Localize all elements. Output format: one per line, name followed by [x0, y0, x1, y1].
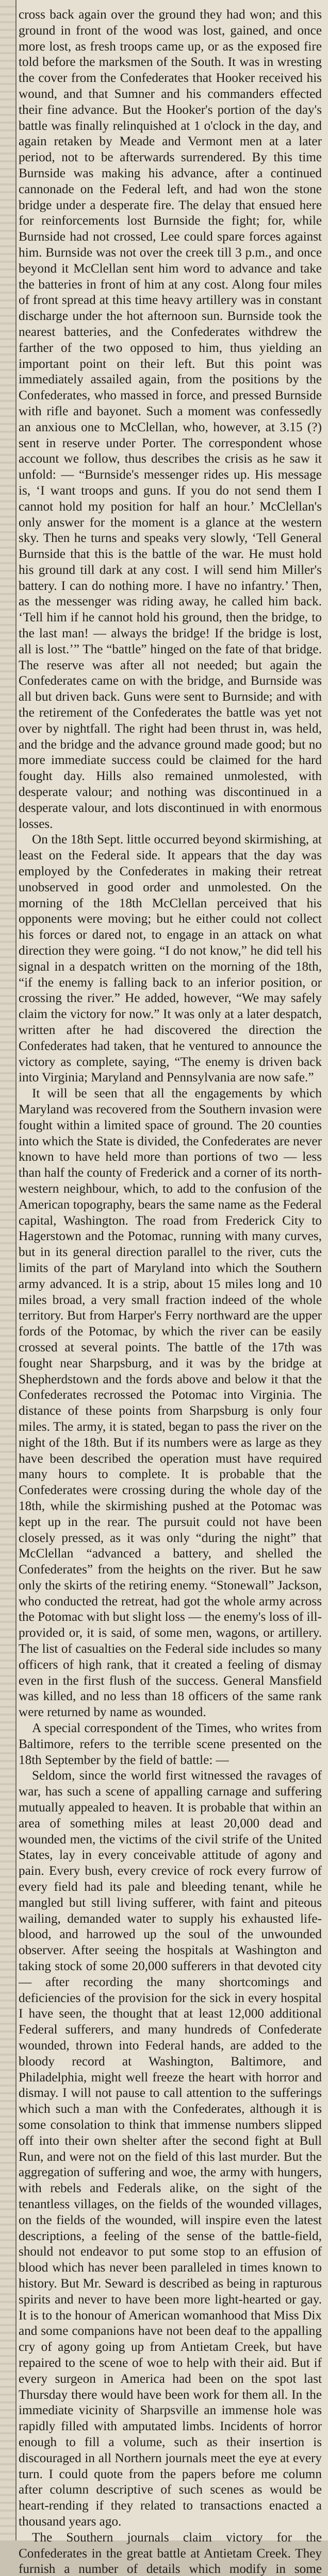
article-paragraph: It will be seen that all the engagements by which Maryland was recovered from the Southern invasion were fought within a limited space of ground. The 20 counties into which the State is divided, the Confederates are never known to have held more than portions of two — less than half the county of Frederick and a corner of its north-western neighbour, which, to add to the confusion of the American topography, bears the same name as the Federal capital, Washington. The road from Frederick City to Hagerstown and the Potomac, running with many curves, but in its general direction parallel to the river, cuts the limits of the part of Maryland into which the Southern army advanced. It is a strip, about 15 miles long and 10 miles broad, a very small fraction indeed of the whole territory. But from Harper's Ferry northward are the upper fords of the Potomac, by which the river can be easily crossed at several points. The battle of the 17th was fought near Sharpsburg, and it was by the bridge at Shepherdstown and the fords above and below it that the Confederates recrossed the Potomac into Virginia. The distance of these points from Sharpsburg is only four miles. The army, it is stated, began to pass the river on the night of the 18th. But if its numbers were as large as they have been described the operation must have required many hours to complete. It is probable that the Confederates were crossing during the whole day of the 18th, while the skirmishing pushed at the Potomac was kept up in the rear. The pursuit could not have been closely pressed, as it was only “during the night” that McClellan “advanced a battery, and shelled the Confederates” from the heights on the river. But he saw only the skirts of the retiring enemy. “Stonewall” Jackson, who conducted the retreat, had got the whole army across the Potomac with but slight loss — the enemy's loss of ill-provided or, it is said, of some men, wagons, or artillery. The list of casualties on the Federal side includes so many officers of high rank, that it created a feeling of dismay even in the first flush of the success. General Mansfield was killed, and no less than 18 officers of the same rank were returned by name as wounded. — [19, 1087, 322, 1720]
article-paragraph: The Southern journals claim victory for the Confederates in the great battle at Antietam Creek. They furnish a number of details which modify in some — [19, 2530, 322, 2576]
article-paragraph: On the 18th Sept. little occurred beyond skirmishing, at least on the Federal side. It appears that the day was employed by the Confederates in making their retreat unobserved in good order and unmolested. On the morning of the 18th McClellan perceived that his opponents were moving; but he either could not collect his forces or dared not, to engage in an attack on what direction they were going. “I do not know,” he did tell his signal in a despatch written on the morning of the 18th, “if the enemy is falling back to an inferior position, or crossing the river.” He added, however, “We may safely claim the victory for now.” It was only at a later despatch, written after he had discovered the direction the Confederates had taken, that he ventured to announce the victory as complete, saying, “The enemy is driven back into Virginia; Maryland and Pennsylvania are now safe.” — [19, 833, 322, 1085]
article-paragraph: Seldom, since the world first witnessed the ravages of war, has such a scene of appalling carnage and suffering mutually appealed to heaven. It is probable that within an area of something miles at least 20,000 dead and wounded men, the victims of the civil strife of the United States, lay in every conceivable attitude of agony and pain. Every bush, every crevice of rock every furrow of every field had its pale and bleeding tenant, while he mangled but still living sufferer, with faint and piteous wailing, demanded water to supply his exhausted life-blood, and harrowed up the soul of the unwounded observer. After seeing the hospitals at Washington and taking stock of some 20,000 sufferers in that devoted city — after recording the many shortcomings and deficiencies of the provision for the sick in every hospital I have seen, the thought that at least 12,000 additional Federal sufferers, and many hundreds of Confederate wounded, thrown into Federal hands, are added to the bloody record at Washington, Baltimore, and Philadelphia, might well freeze the heart with horror and dismay. I will not pause to call attention to the sufferings which such a man with the Confederates, although it is some consolation to think that immense numbers slipped off into their own shelter after the second fight at Bull Run, and were not on the field of this last murder. But the aggregation of suffering and woe, the army with hungers, with rebels and Federals alike, on the sight of the tenantless villages, on the fields of the wounded villages, on the fields of the wounded, will inspire even the latest descriptions, a feeling of the sense of the battle-field, should not endeavor to put some stop to an effusion of blood which has never been paralleled in times known to history. But Mr. Seward is described as being in rapturous spirits and never to have been more light-hearted or gay. It is to the honour of American womanhood that Miss Dix and some companions have not been deaf to the appalling cry of agony going up from Antietam Creek, but have repaired to the scene of woe to help with their aid. But if every surgeon in America had been on the spot last Thursday there would have been work for them all. In the immediate vicinity of Sharpsville an immense hole was rapidly filled with amputated limbs. Incidents of horror enough to fill a volume, such as their insertion is discouraged in all Northern journals meet the eye at every turn. I could quote from the papers before me column after column descriptive of such scenes as would be heart-rending if they related to transactions enacted a thousand years ago. — [19, 1769, 322, 2529]
column-divider-rule — [15, 0, 17, 2540]
article-paragraph: A special correspondent of the Times, who writes from Baltimore, refers to the terrible scene presented on the 18th September by the field of battle: — — [19, 1721, 322, 1767]
adjacent-column-remnant — [0, 0, 16, 2540]
article-column — [19, 7, 322, 2576]
article-paragraph: cross back again over the ground they had won; and this ground in front of the wood was lost, gained, and once more lost, as fresh troops came up, or as the exposed fire told before the marksmen of the South. It was in wresting the cover from the Confederates that Hooker received his wound, and that Sumner and his commanders effected their fine advance. But the Hooker's portion of the day's battle was finally relinquished at 1 o'clock in the day, and again retaken by Meade and Vermont men at a later period, not to be afterwards surrendered. By this time Burnside was making his advance, after a continued cannonade on the Federal left, and had won the stone bridge under a desperate fire. The delay that ensued here for reinforcements lost Burnside the fight; for, while Burnside had not crossed, Lee could spare forces against him. Burnside was not over the creek till 3 p.m., and once beyond it McClellan sent him word to advance and take the batteries in front of him at any cost. Along four miles of front spread at this time heavy artillery was in constant discharge under the hot afternoon sun. Burnside took the nearest batteries, and the Confederates withdrew the farther of the two opposed to him, thus yielding an important point on their left. But this point was immediately assailed again, from the positions by the Confederates, who massed in force, and pressed Burnside with rifle and bayonet. Such a moment was confessedly an anxious one to McClellan, who, however, at 3.15 (?) sent in reserve under Porter. The correspondent whose account we follow, thus describes the crisis as he saw it unfold: — “Burnside's messenger rides up. His message is, ‘I want troops and guns. If you do not send them I cannot hold my position for half an hour.’ McClellan's only answer for the moment is a glance at the western sky. Then he turns and speaks very slowly, ‘Tell General Burnside that this is the battle of the war. He must hold his ground till dark at any cost. I will send him Miller's battery. I can do nothing more. I have no infantry.’ Then, as the messenger was riding away, he called him back. ‘Tell him if he cannot hold his ground, then the bridge, to the last man! — always the bridge! If the bridge is lost, all is lost.’” The “battle” hinged on the fate of that bridge. The reserve was after all not needed; but again the Confederates came on with the bridge, and Burnside was all but driven back. Guns were sent to Burnside; and with the retirement of the Confederates the battle was yet not over by nightfall. The right had been thrust in, was held, and the bridge and the advance ground made good; but no more immediate success could be claimed for the hard fought day. Hills also remained unmolested, with desperate valour; and nothing was discontinued in a desperate valour, and lots discontinued in with enormous losses. — [19, 8, 322, 831]
